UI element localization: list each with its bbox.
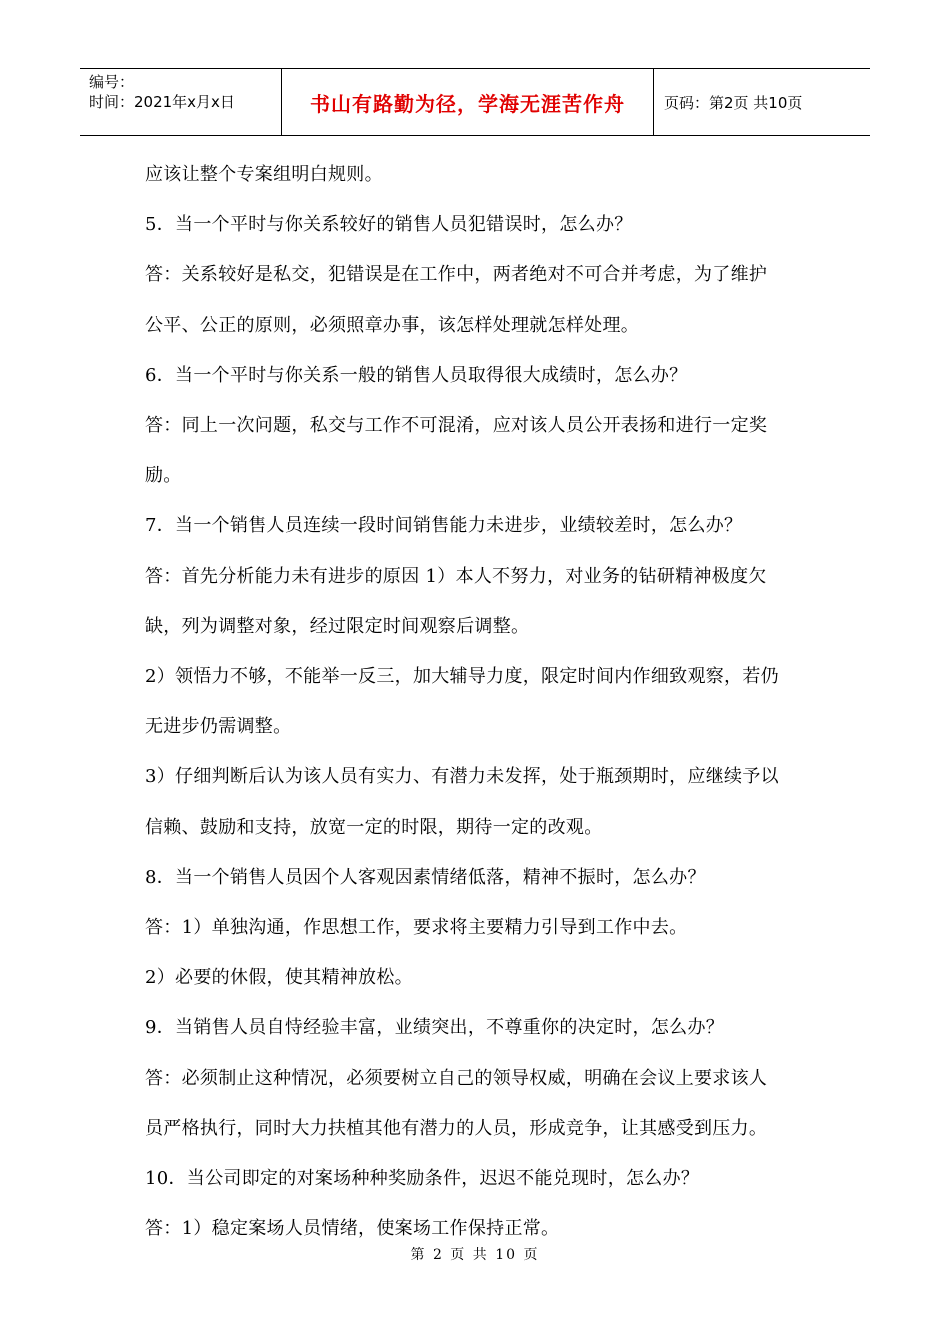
document-time-label: 时间：2021年x月x日 xyxy=(89,93,235,111)
body-paragraph: 答：同上一次问题，私交与工作不可混淆，应对该人员公开表扬和进行一定奖 xyxy=(145,415,768,437)
body-paragraph: 10．当公司即定的对案场种种奖励条件，迟迟不能兑现时，怎么办？ xyxy=(145,1168,700,1190)
header-page-cell xyxy=(654,69,870,135)
header-motto-cell xyxy=(282,69,654,135)
body-paragraph: 2）必要的休假，使其精神放松。 xyxy=(145,967,413,989)
document-number-label: 编号： xyxy=(89,73,135,91)
header-motto: 书山有路勤为径，学海无涯苦作舟 xyxy=(310,91,625,116)
body-paragraph: 9．当销售人员自恃经验丰富，业绩突出，不尊重你的决定时，怎么办？ xyxy=(145,1017,725,1039)
body-paragraph: 答：首先分析能力未有进步的原因 1）本人不努力，对业务的钻研精神极度欠 xyxy=(145,565,767,587)
body-paragraph: 5．当一个平时与你关系较好的销售人员犯错误时，怎么办？ xyxy=(145,214,633,236)
document-body xyxy=(145,150,810,1254)
body-paragraph: 信赖、鼓励和支持，放宽一定的时限，期待一定的改观。 xyxy=(145,816,603,838)
body-paragraph: 无进步仍需调整。 xyxy=(145,716,292,738)
body-paragraph: 公平、公正的原则，必须照章办事，该怎样处理就怎样处理。 xyxy=(145,314,640,336)
body-paragraph: 8．当一个销售人员因个人客观因素情绪低落，精神不振时，怎么办？ xyxy=(145,866,706,888)
header-page-info: 页码：第2页 共10页 xyxy=(664,93,803,112)
body-paragraph: 应该让整个专案组明白规则。 xyxy=(145,164,383,185)
page-footer: 第 2 页 共 10 页 xyxy=(410,1247,540,1263)
body-paragraph: 员严格执行，同时大力扶植其他有潜力的人员，形成竞争，让其感受到压力。 xyxy=(145,1117,768,1139)
header-meta-cell xyxy=(80,69,282,135)
body-paragraph: 7．当一个销售人员连续一段时间销售能力未进步，业绩较差时，怎么办？ xyxy=(145,515,743,537)
document-header xyxy=(80,68,870,136)
body-paragraph: 3）仔细判断后认为该人员有实力、有潜力未发挥，处于瓶颈期时，应继续予以 xyxy=(145,766,779,788)
body-paragraph: 答：1）单独沟通，作思想工作，要求将主要精力引导到工作中去。 xyxy=(145,917,688,939)
body-paragraph: 答：关系较好是私交，犯错误是在工作中，两者绝对不可合并考虑，为了维护 xyxy=(145,264,768,286)
body-paragraph: 答：1）稳定案场人员情绪，使案场工作保持正常。 xyxy=(145,1218,560,1240)
body-paragraph: 缺，列为调整对象，经过限定时间观察后调整。 xyxy=(145,615,530,637)
body-paragraph: 答：必须制止这种情况，必须要树立自己的领导权威，明确在会议上要求该人 xyxy=(145,1067,768,1089)
body-paragraph: 6．当一个平时与你关系一般的销售人员取得很大成绩时，怎么办？ xyxy=(145,364,688,386)
body-paragraph: 2）领悟力不够，不能举一反三，加大辅导力度，限定时间内作细致观察，若仍 xyxy=(145,666,779,688)
body-paragraph: 励。 xyxy=(145,465,182,487)
